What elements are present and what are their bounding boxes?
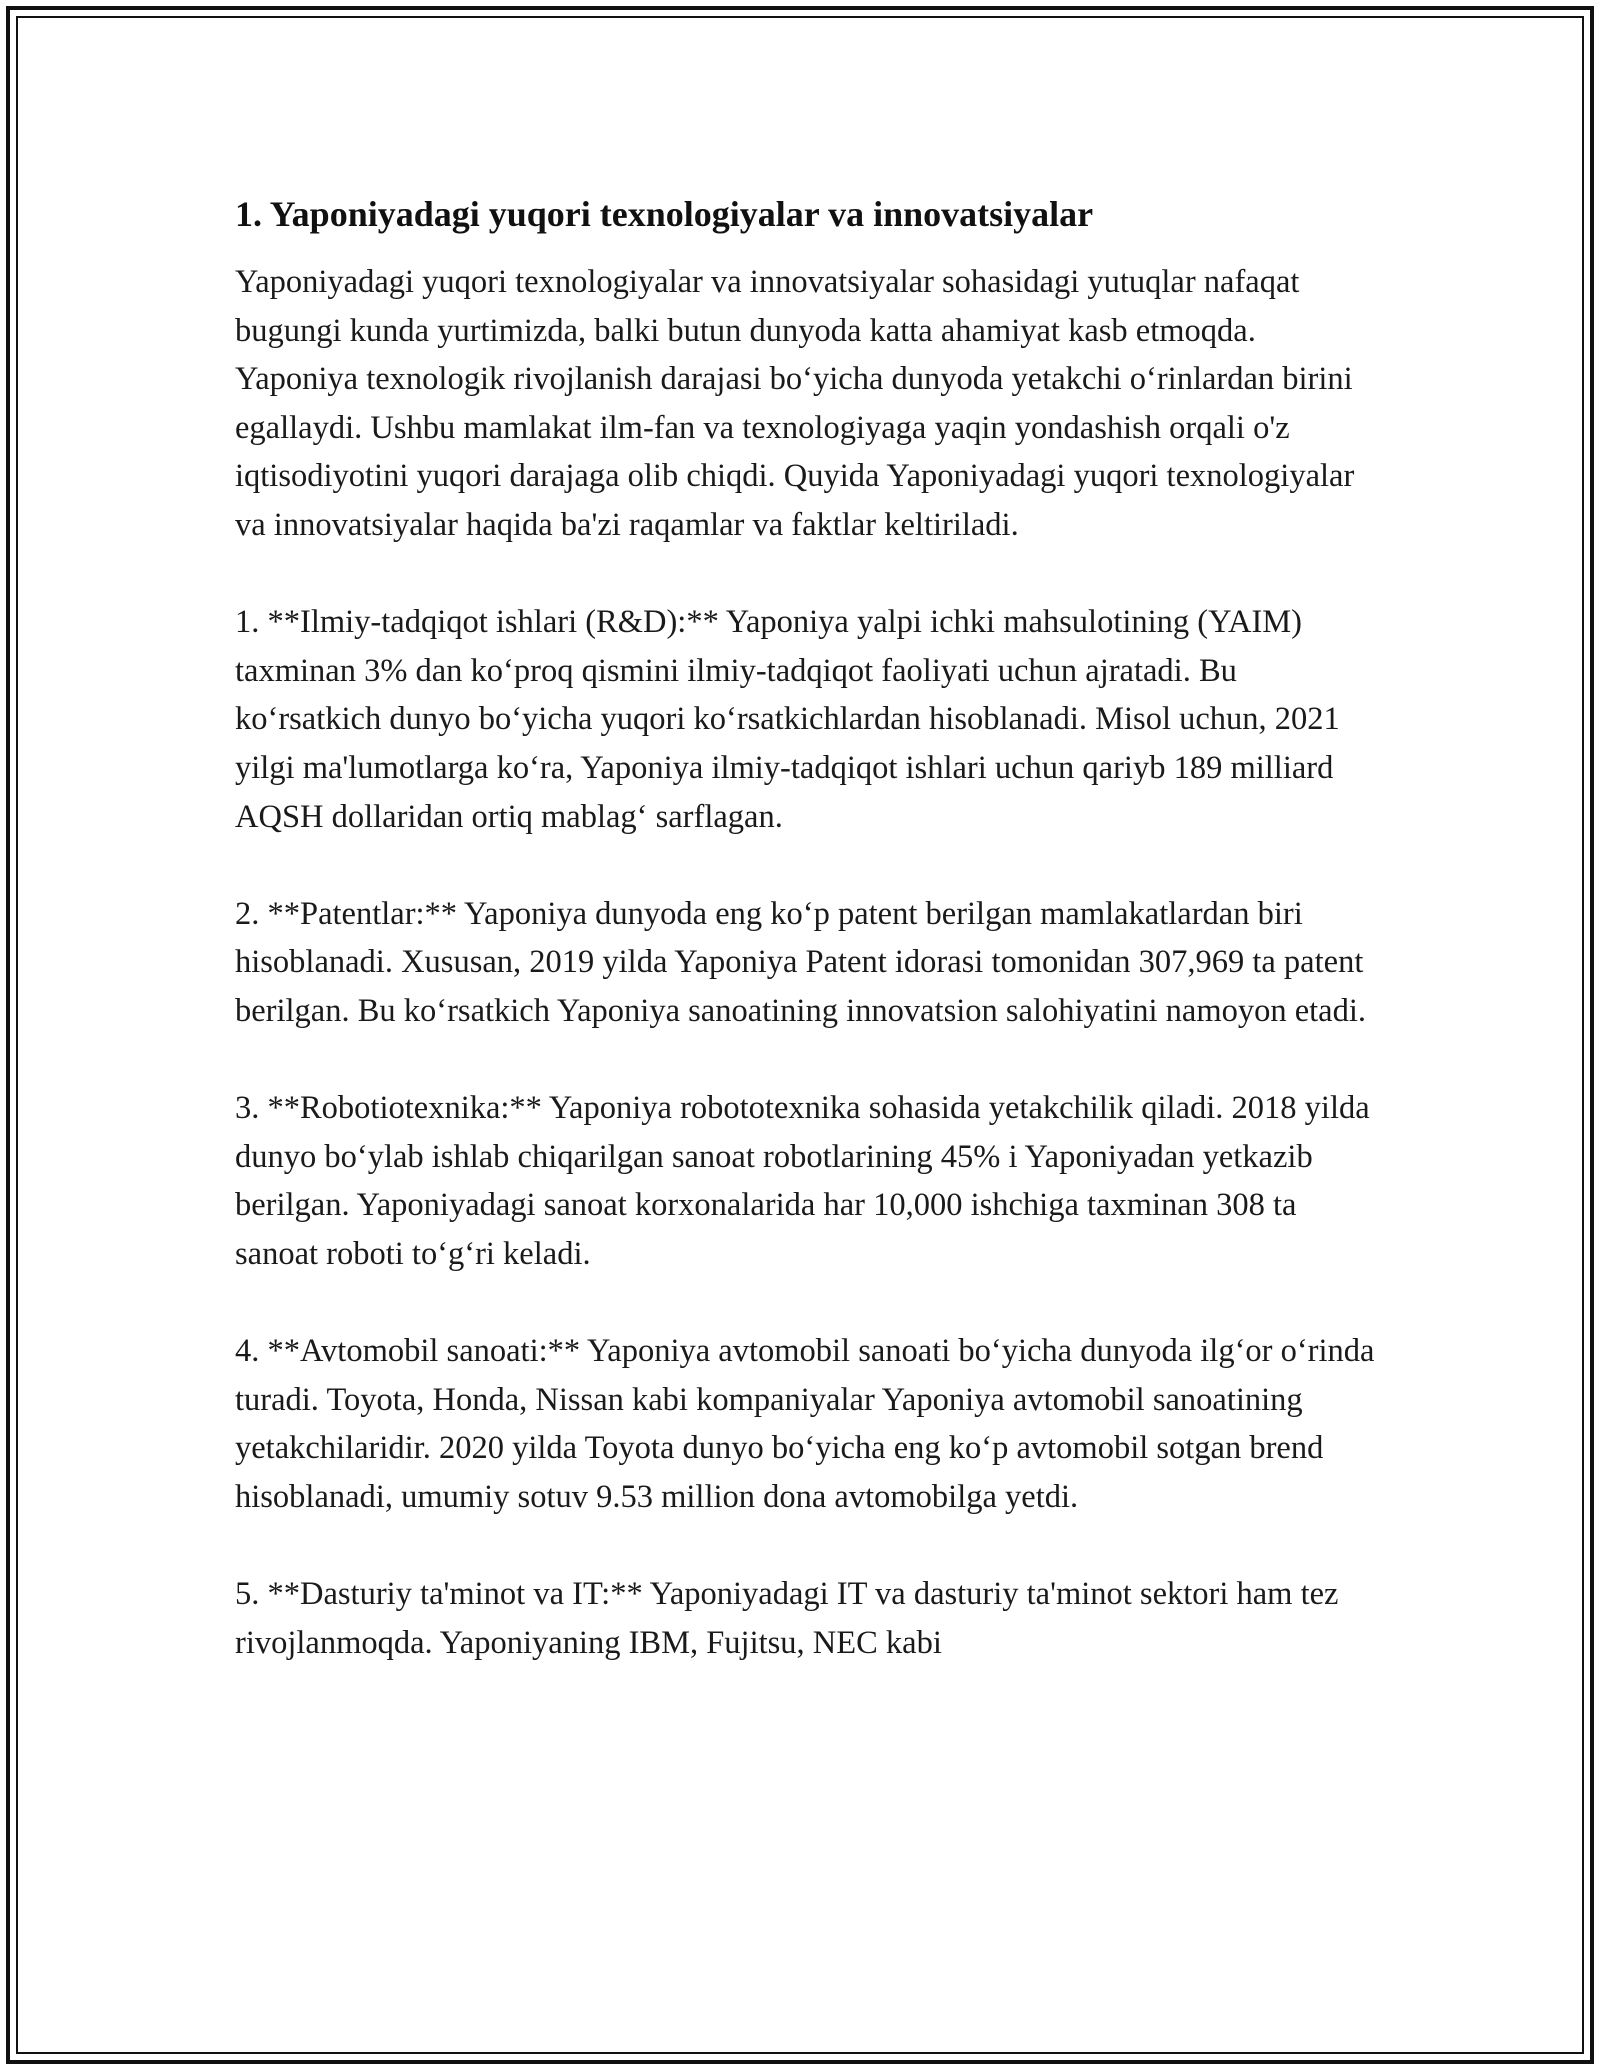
list-item-software-it: 5. **Dasturiy ta'minot va IT:** Yaponiyadagi IT va dasturiy ta'minot sektori ham tez rivojlanmoqda. Yaponiyaning IBM, Fujitsu, NEC kabi: [235, 1576, 1339, 1661]
paragraph-gap: [235, 1036, 1375, 1085]
list-item-robotics: 3. **Robotiotexnika:** Yaponiya robototexnika sohasida yetakchilik qiladi. 2018 yilda dunyo bo‘ylab ishlab chiqarilgan sanoat robotlarining 45% i Yaponiyadan yetkazib berilgan. Yaponiyadagi sanoat korxonalarida har 10,000 ishchiga taxminan 308 ta sanoat roboti to‘g‘ri keladi.: [235, 1090, 1370, 1272]
paragraph-gap: [235, 841, 1375, 890]
paragraph-gap: [235, 550, 1375, 599]
paragraph-gap: [235, 1521, 1375, 1570]
list-item-automotive: 4. **Avtomobil sanoati:** Yaponiya avtomobil sanoati bo‘yicha dunyoda ilg‘or o‘rinda turadi. Toyota, Honda, Nissan kabi kompaniyalar Yaponiya avtomobil sanoatining yetakchilaridir. 2020 yilda Toyota dunyo bo‘yicha eng ko‘p avtomobil sotgan brend hisoblanadi, umumiy sotuv 9.53 million dona avtomobilga yetdi.: [235, 1333, 1375, 1515]
section-heading: 1. Yaponiyadagi yuqori texnologiyalar va innovatsiyalar: [235, 194, 1094, 234]
document-body: [235, 188, 1375, 1667]
paragraph-gap: [235, 1278, 1375, 1327]
intro-paragraph: Yaponiyadagi yuqori texnologiyalar va innovatsiyalar sohasidagi yutuqlar nafaqat bugungi kunda yurtimizda, balki butun dunyoda katta ahamiyat kasb etmoqda. Yaponiya texnologik rivojlanish darajasi bo‘yicha dunyoda yetakchi o‘rinlardan birini egallaydi. Ushbu mamlakat ilm-fan va texnologiyaga yaqin yondashish orqali o'z iqtisodiyotini yuqori darajaga olib chiqdi. Quyida Yaponiyadagi yuqori texnologiyalar va innovatsiyalar haqida ba'zi raqamlar va faktlar keltiriladi.: [235, 264, 1355, 543]
list-item-patents: 2. **Patentlar:** Yaponiya dunyoda eng ko‘p patent berilgan mamlakatlardan biri hisoblanadi. Xususan, 2019 yilda Yaponiya Patent idorasi tomonidan 307,969 ta patent berilgan. Bu ko‘rsatkich Yaponiya sanoatining innovatsion salohiyatini namoyon etadi.: [235, 895, 1367, 1029]
list-item-research: 1. **Ilmiy-tadqiqot ishlari (R&D):** Yaponiya yalpi ichki mahsulotining (YAIM) taxminan 3% dan ko‘proq qismini ilmiy-tadqiqot faoliyati uchun ajratadi. Bu ko‘rsatkich dunyo bo‘yicha yuqori ko‘rsatkichlardan hisoblanadi. Misol uchun, 2021 yilgi ma'lumotlarga ko‘ra, Yaponiya ilmiy-tadqiqot ishlari uchun qariyb 189 milliard AQSH dollaridan ortiq mablag‘ sarflagan.: [235, 604, 1340, 835]
